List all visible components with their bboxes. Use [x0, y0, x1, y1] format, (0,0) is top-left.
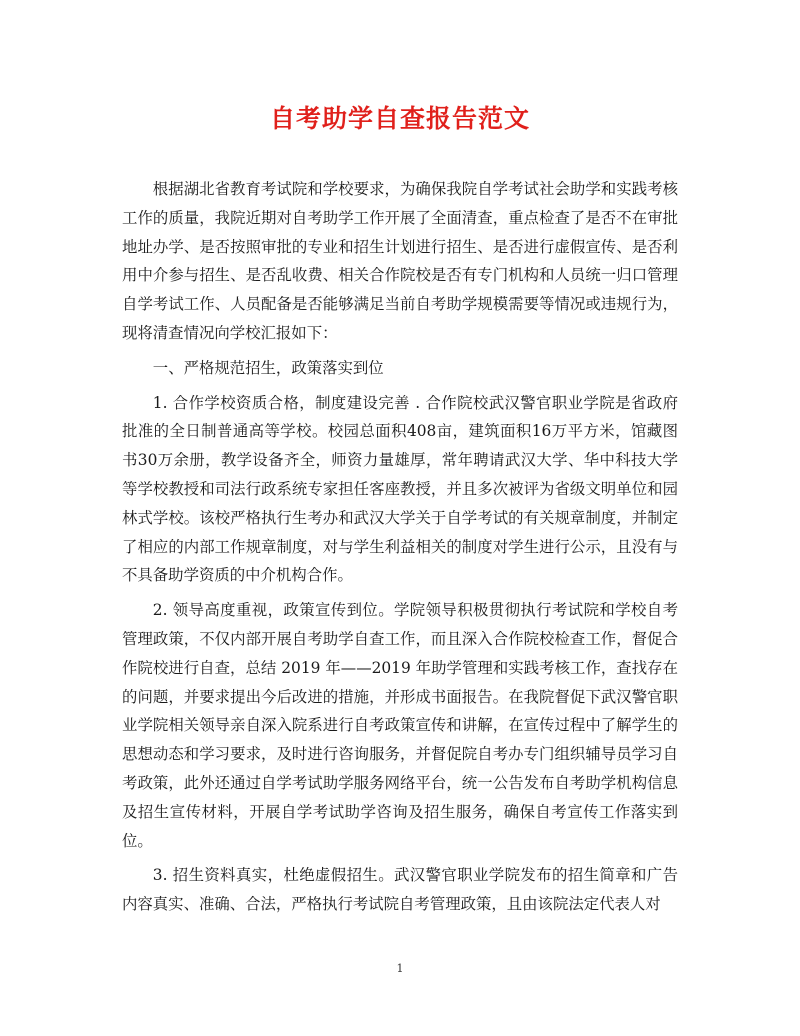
document-title: 自考助学自查报告范文 [269, 104, 530, 133]
section-heading: 一、严格规范招生，政策落实到位 [152, 358, 384, 377]
paragraph-item-2: 2. 领导高度重视，政策宣传到位。学院领导积极贯彻执行考试院和学校自考管理政策，不仅内部开展自考助学自查工作，而且深入合作院校检查工作，督促合作院校进行自查，总结 2019 年——2019 年助学管理和实践考核工作，查找存在的问题，并要求提出今后改进的措施，并形成书面报告。在我院督促下武汉警官职业学院相关领导亲自深入院系进行自考政策宣传和讲解，在宣传过程中了解学生的思想动态和学习要求，及时进行咨询服务，并督促院自考办专门组织辅导员学习自考政策，此外还通过自学考试助学服务网络平台，统一公告发布自考助学机构信息及招生宣传材料，开展自学考试助学咨询及招生服务，确保自考宣传工作落实到位。 [122, 601, 678, 850]
document-body [122, 175, 678, 925]
page-number: 1 [396, 962, 404, 975]
intro-paragraph: 根据湖北省教育考试院和学校要求，为确保我院自学考试社会助学和实践考核工作的质量，我院近期对自考助学工作开展了全面清查，重点检查了是否不在审批地址办学、是否按照审批的专业和招生计划进行招生、是否进行虚假宣传、是否利用中介参与招生、是否乱收费、相关合作院校是否有专门机构和人员统一归口管理自学考试工作、人员配备是否能够满足当前自考助学规模需要等情况或违规行为，现将清查情况向学校汇报如下： [122, 180, 678, 342]
paragraph-item-3: 3. 招生资料真实，杜绝虚假招生。武汉警官职业学院发布的招生简章和广告内容真实、准确、合法，严格执行考试院自考管理政策，且由该院法定代表人对 [122, 866, 678, 914]
paragraph-item-1: 1. 合作学校资质合格，制度建设完善 . 合作院校武汉警官职业学院是省政府批准的全日制普通高等学校。校园总面积408亩，建筑面积16万平方米，馆藏图书30万余册，教学设备齐全，师资力量雄厚，常年聘请武汉大学、华中科技大学等学校教授和司法行政系统专家担任客座教授，并且多次被评为省级文明单位和园林式学校。该校严格执行生考办和武汉大学关于自学考试的有关规章制度，并制定了相应的内部工作规章制度，对与学生利益相关的制度对学生进行公示，且没有与不具备助学资质的中介机构合作。 [122, 393, 678, 585]
